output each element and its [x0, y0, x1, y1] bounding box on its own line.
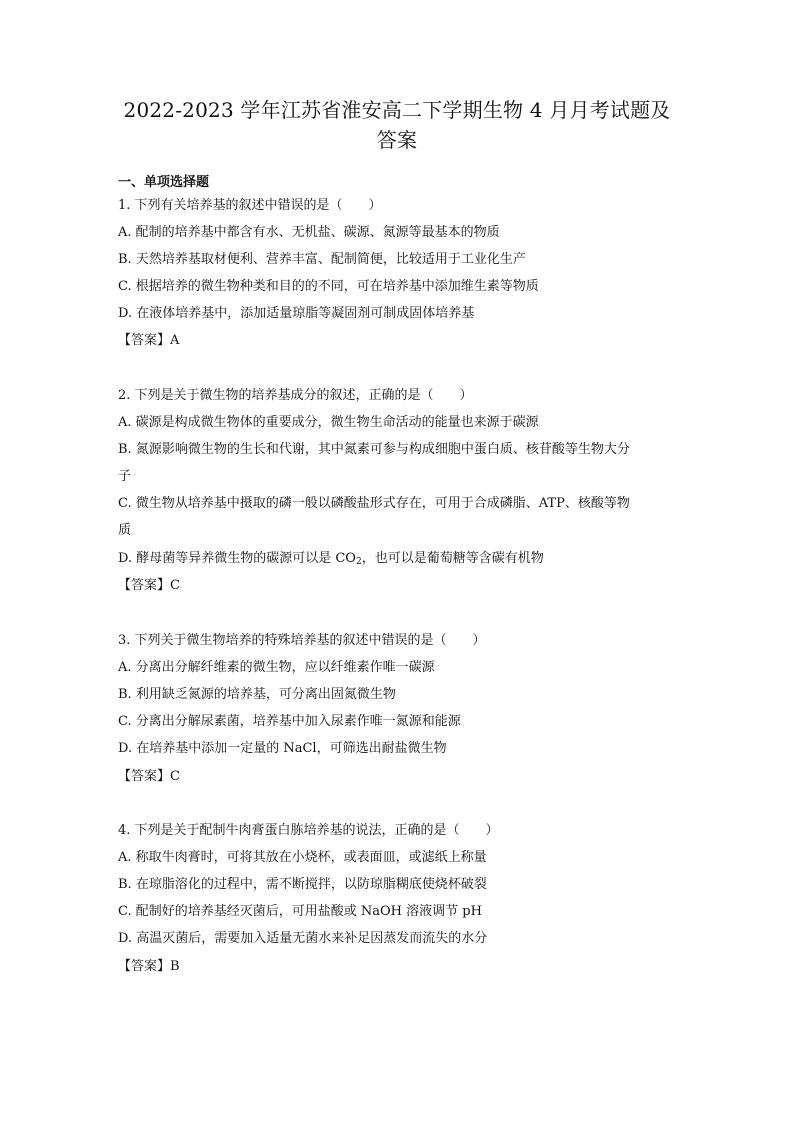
q3-option-a: A. 分离出分解纤维素的微生物，应以纤维素作唯一碳源: [118, 660, 435, 675]
q1-answer: 【答案】A: [118, 333, 180, 348]
q4-option-a: A. 称取牛肉膏时，可将其放在小烧杯，或表面皿，或滤纸上称量: [118, 850, 487, 865]
section-heading: 一、单项选择题: [118, 175, 210, 190]
q4-option-c: C. 配制好的培养基经灭菌后，可用盐酸或 NaOH 溶液调节 pH: [118, 904, 482, 919]
q2-option-c-line-1: C. 微生物从培养基中摄取的磷一般以磷酸盐形式存在，可用于合成磷脂、ATP、核酸等物: [118, 496, 630, 511]
q2-option-d-subscript: 2: [355, 557, 362, 567]
q2-option-b-line-2: 子: [118, 469, 132, 484]
q4-answer: 【答案】B: [118, 959, 180, 974]
q1-option-d: D. 在液体培养基中，添加适量琼脂等凝固剂可制成固体培养基: [118, 306, 475, 321]
q2-option-d: [118, 550, 544, 571]
q3-option-c: C. 分离出分解尿素菌，培养基中加入尿素作唯一氮源和能源: [118, 714, 461, 729]
q3-answer: 【答案】C: [118, 769, 180, 784]
document-title-line-1: 2022-2023 学年江苏省淮安高二下学期生物 4 月月考试题及: [123, 98, 671, 122]
document-title-line-2: 答案: [376, 128, 418, 152]
q4-stem: 4. 下列是关于配制牛肉膏蛋白胨培养基的说法，正确的是（ ）: [118, 823, 499, 838]
q2-option-d-post: ，也可以是葡萄糖等含碳有机物: [361, 551, 544, 566]
q4-option-d: D. 高温灭菌后，需要加入适量无菌水来补足因蒸发而流失的水分: [118, 931, 488, 946]
q2-stem: 2. 下列是关于微生物的培养基成分的叙述，正确的是（ ）: [118, 388, 473, 403]
q3-stem: 3. 下列关于微生物培养的特殊培养基的叙述中错误的是（ ）: [118, 633, 486, 648]
q2-option-b-line-1: B. 氮源影响微生物的生长和代谢，其中氮素可参与构成细胞中蛋白质、核苷酸等生物大分: [118, 442, 630, 457]
q2-answer: 【答案】C: [118, 578, 180, 593]
q2-option-a: A. 碳源是构成微生物体的重要成分，微生物生命活动的能量也来源于碳源: [118, 415, 539, 430]
q2-option-d-pre: D. 酵母菌等异养微生物的碳源可以是 CO: [118, 551, 356, 566]
q3-option-d: D. 在培养基中添加一定量的 NaCl，可筛选出耐盐微生物: [118, 741, 447, 756]
q1-option-a: A. 配制的培养基中都含有水、无机盐、碳源、氮源等最基本的物质: [118, 225, 500, 240]
q3-option-b: B. 利用缺乏氮源的培养基，可分离出固氮微生物: [118, 687, 396, 702]
q1-option-c: C. 根据培养的微生物种类和目的的不同，可在培养基中添加维生素等物质: [118, 279, 539, 294]
q1-option-b: B. 天然培养基取材便利、营养丰富、配制简便，比较适用于工业化生产: [118, 252, 526, 267]
q2-option-c-line-2: 质: [118, 523, 132, 538]
q1-stem: 1. 下列有关培养基的叙述中错误的是（ ）: [118, 198, 382, 213]
q4-option-b: B. 在琼脂溶化的过程中，需不断搅拌，以防琼脂糊底使烧杯破裂: [118, 877, 487, 892]
